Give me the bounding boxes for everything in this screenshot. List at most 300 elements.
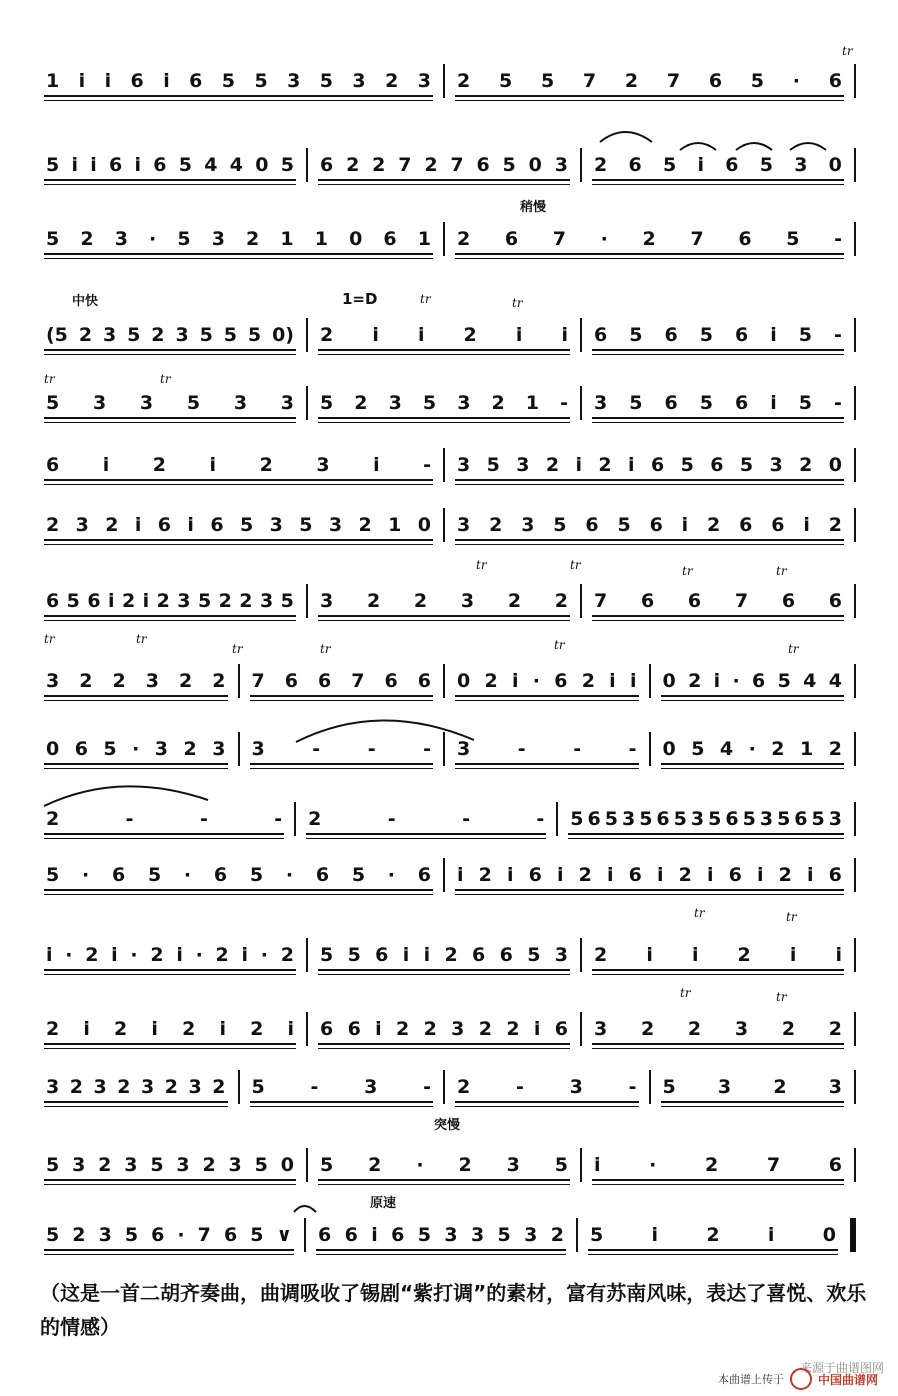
note: 2: [507, 590, 522, 612]
note: 2: [458, 1154, 472, 1176]
bar-line: [649, 1070, 651, 1104]
note: i: [108, 590, 115, 612]
note: 6: [781, 590, 796, 612]
note: i: [594, 1154, 601, 1176]
score-line: [40, 1012, 862, 1046]
note: 5: [351, 864, 366, 886]
score-line: [40, 222, 862, 256]
note: 5: [254, 70, 268, 92]
note: 1: [525, 392, 540, 414]
note: -: [199, 808, 208, 830]
note: i: [681, 514, 689, 536]
measure: [40, 664, 232, 698]
note: 2: [308, 808, 322, 830]
note: 3: [102, 324, 117, 346]
note: i: [803, 514, 810, 536]
bar-line: [649, 732, 651, 766]
note: 2: [366, 590, 381, 612]
note: -: [462, 808, 470, 830]
measure: [40, 386, 300, 420]
bar-line: [238, 732, 240, 766]
note: ·: [732, 670, 740, 692]
note: -: [834, 392, 842, 414]
note: 2: [489, 514, 503, 536]
note: i: [102, 454, 110, 476]
note: -: [125, 808, 134, 830]
note: 0: [662, 738, 676, 760]
measure: [40, 938, 300, 972]
note: -: [536, 808, 545, 830]
measure: [588, 386, 848, 420]
note: 2: [105, 514, 119, 536]
trill-mark: tr: [776, 990, 787, 1004]
measure: [40, 1148, 300, 1182]
note: i: [90, 154, 97, 176]
note: 6: [725, 154, 739, 176]
note: 5: [239, 514, 254, 536]
note: 7: [552, 228, 567, 250]
score-line: [40, 148, 862, 182]
trill-mark: tr: [786, 910, 797, 924]
note: 5: [554, 1154, 568, 1176]
note: 6: [528, 864, 542, 886]
note: 6: [771, 514, 785, 536]
note: ·: [600, 228, 608, 250]
score-line: [40, 858, 862, 892]
measure: [246, 732, 438, 766]
note: 6: [828, 864, 842, 886]
bar-line: [854, 732, 856, 766]
note: 6: [664, 324, 678, 346]
trill-mark: tr: [570, 558, 581, 572]
score-line: [40, 508, 862, 542]
bar-line: [580, 938, 582, 972]
note: i: [287, 1018, 294, 1040]
note: 2: [624, 70, 639, 92]
note: 2: [69, 1076, 83, 1098]
note: 3: [451, 1018, 465, 1040]
note: 5: [570, 808, 584, 830]
note: i: [142, 590, 150, 612]
note: 5: [177, 228, 191, 250]
note: 6: [828, 70, 842, 92]
note: 5: [502, 154, 516, 176]
bar-line: [854, 222, 856, 256]
note: 3: [145, 670, 159, 692]
note: 2: [598, 454, 612, 476]
note: 6: [504, 228, 519, 250]
note: 6: [74, 738, 88, 760]
note: 6: [320, 1018, 334, 1040]
note: 5: [221, 70, 236, 92]
note: 3: [114, 228, 128, 250]
bar-line: [854, 508, 856, 542]
note: 5: [46, 1224, 60, 1246]
note: i: [691, 944, 699, 966]
note: 2: [164, 1076, 178, 1098]
measure: [246, 664, 438, 698]
note: 6: [735, 324, 749, 346]
note: 1: [800, 738, 814, 760]
note: i: [134, 154, 142, 176]
note: 7: [398, 154, 412, 176]
note: 2: [771, 738, 785, 760]
bar-line: [304, 1218, 306, 1252]
trill-mark: tr: [776, 564, 787, 578]
note: 2: [368, 1154, 382, 1176]
note: 2: [581, 670, 595, 692]
note: 3: [794, 154, 808, 176]
note: 6: [794, 808, 808, 830]
note: 2: [799, 454, 813, 476]
score-line: [40, 802, 862, 836]
note: 2: [358, 514, 372, 536]
note: ·: [260, 944, 268, 966]
note: i: [71, 154, 78, 176]
measure: [40, 732, 232, 766]
note: 5: [254, 1154, 268, 1176]
note: 2: [117, 1076, 131, 1098]
note: 3: [388, 392, 402, 414]
note: 6: [189, 70, 203, 92]
measure: [40, 222, 437, 256]
note: 5: [417, 1224, 431, 1246]
note: i: [46, 944, 53, 966]
note: 1: [280, 228, 294, 250]
bar-line: [854, 664, 856, 698]
note: 5: [299, 514, 313, 536]
measure: [314, 148, 574, 182]
note: 3: [759, 808, 774, 830]
measure: [657, 732, 849, 766]
note: 5: [629, 392, 643, 414]
bar-line: [443, 64, 445, 98]
note: 6: [153, 154, 167, 176]
note: 2: [688, 670, 702, 692]
note: 6: [320, 154, 334, 176]
note: 6: [585, 514, 599, 536]
measure: [40, 858, 437, 892]
note: 5: [708, 808, 722, 830]
note: 2: [828, 514, 842, 536]
note: 3: [228, 1154, 242, 1176]
note: 5: [662, 1076, 676, 1098]
bar-line: [306, 148, 308, 182]
note: 5: [46, 1154, 60, 1176]
note: 3: [690, 808, 705, 830]
measure: [657, 1070, 849, 1104]
note: 0: [255, 154, 269, 176]
note: 5: [186, 392, 201, 414]
measure: [40, 802, 288, 836]
note: 6: [752, 670, 766, 692]
note: 2: [778, 864, 792, 886]
measure: [314, 584, 574, 618]
tempo-marking-zhongkuai: 中快: [72, 294, 99, 309]
note: 7: [666, 70, 681, 92]
note: 6: [708, 70, 723, 92]
bar-line: [306, 386, 308, 420]
note: 5: [691, 738, 705, 760]
measure: [588, 584, 848, 618]
note: 2: [202, 1154, 216, 1176]
note: 2: [152, 454, 167, 476]
note: 5: [250, 1224, 264, 1246]
note: 5: [798, 392, 813, 414]
measure: [302, 802, 550, 836]
measure: [314, 1148, 574, 1182]
trill-mark: tr: [788, 642, 799, 656]
note: 2: [150, 944, 164, 966]
note: ·: [132, 738, 140, 760]
bar-line: [238, 664, 240, 698]
note: 5: [540, 70, 555, 92]
note: 6: [46, 454, 60, 476]
note: 3: [92, 392, 107, 414]
note: 6: [210, 514, 224, 536]
measure: [40, 64, 437, 98]
note: 2: [79, 670, 93, 692]
note: 2: [457, 1076, 471, 1098]
note: -: [310, 1076, 319, 1098]
note: 2: [642, 228, 656, 250]
bar-line: [854, 584, 856, 618]
note: 2: [212, 670, 226, 692]
slur-arc: [600, 132, 652, 142]
trill-mark: tr: [842, 44, 853, 58]
bar-line: [580, 1148, 582, 1182]
note: 7: [351, 670, 365, 692]
note: 2: [385, 70, 399, 92]
note: i: [697, 154, 704, 176]
note: 2: [280, 944, 294, 966]
note: 6: [347, 1018, 361, 1040]
note: 3: [769, 454, 783, 476]
bar-line: [576, 1218, 578, 1252]
note: 2: [46, 808, 60, 830]
note: 2: [550, 1224, 564, 1246]
note: 2: [491, 392, 505, 414]
footer: [718, 1368, 878, 1390]
note: 0: [662, 670, 676, 692]
trill-mark: tr: [44, 632, 55, 646]
bar-line: [238, 1070, 240, 1104]
note: 3: [506, 1154, 520, 1176]
note: 4: [719, 738, 734, 760]
note: 3: [521, 514, 535, 536]
note: 2: [46, 514, 60, 536]
note: 2: [218, 590, 232, 612]
note: 3: [176, 1154, 190, 1176]
bar-line: [443, 1070, 445, 1104]
note: 5: [320, 392, 334, 414]
note: 2: [182, 1018, 196, 1040]
note: 2: [506, 1018, 520, 1040]
note: 5: [249, 864, 264, 886]
trill-mark: tr: [512, 296, 523, 310]
note: 6: [739, 514, 753, 536]
note: 7: [197, 1224, 211, 1246]
note: 6: [594, 324, 608, 346]
measure: [40, 448, 437, 482]
note: 3: [93, 1076, 107, 1098]
note: 2: [594, 944, 608, 966]
note: 5: [178, 154, 192, 176]
note: 0: [349, 228, 363, 250]
note: 5: [639, 808, 653, 830]
note: 2: [457, 228, 471, 250]
note: 2: [707, 514, 721, 536]
note: i: [609, 670, 616, 692]
bar-line: [580, 148, 582, 182]
note: i: [629, 670, 637, 692]
note: 4: [229, 154, 243, 176]
note: 1: [314, 228, 328, 250]
note: 0: [828, 154, 842, 176]
note: 0: [46, 738, 60, 760]
note: ·: [149, 228, 157, 250]
trill-mark: tr: [476, 558, 487, 572]
note: ·: [65, 944, 73, 966]
note: 2: [112, 670, 126, 692]
note: 3: [124, 1154, 138, 1176]
note: 5: [673, 808, 687, 830]
note: 2: [72, 1224, 86, 1246]
bar-line: [854, 1012, 856, 1046]
tempo-marking-tuman: 突慢: [434, 1118, 461, 1133]
note: 3: [98, 1224, 112, 1246]
trill-mark: tr: [682, 564, 693, 578]
score-line: [40, 448, 862, 482]
note: 6: [649, 514, 663, 536]
note: 5: [280, 590, 294, 612]
note: 6: [46, 590, 60, 612]
note: 3: [524, 1224, 538, 1246]
note: i: [657, 864, 664, 886]
note: i: [219, 1018, 226, 1040]
bar-line: [306, 584, 308, 618]
measure: [246, 1070, 438, 1104]
note: 2: [705, 1154, 719, 1176]
note: i: [533, 1018, 541, 1040]
note: 5: [280, 154, 294, 176]
note: 6: [111, 864, 126, 886]
note: 2: [346, 154, 360, 176]
note: i: [515, 324, 523, 346]
note: 1: [388, 514, 402, 536]
bar-line: [854, 858, 856, 892]
measure: [451, 664, 643, 698]
note: 3: [444, 1224, 458, 1246]
note: 3: [211, 228, 225, 250]
note: 2: [215, 944, 229, 966]
note: i: [163, 70, 170, 92]
note: i: [561, 324, 568, 346]
note: 5: [223, 324, 237, 346]
note: 5: [742, 808, 756, 830]
note: 2: [372, 154, 386, 176]
note: ·: [649, 1154, 657, 1176]
note: 5: [498, 70, 513, 92]
note: -: [387, 808, 396, 830]
note: 2: [828, 1018, 842, 1040]
note: 3: [828, 1076, 842, 1098]
note: 2: [114, 1018, 128, 1040]
note: 7: [766, 1154, 781, 1176]
note: i: [511, 670, 519, 692]
note: 2: [413, 590, 428, 612]
measure: [314, 1012, 574, 1046]
trill-mark: tr: [232, 642, 243, 656]
note: 6: [472, 944, 486, 966]
note: 2: [423, 1018, 437, 1040]
note: 6: [735, 392, 749, 414]
note: 3: [177, 590, 191, 612]
note: 2: [554, 590, 568, 612]
measure: [451, 732, 643, 766]
note: 3: [457, 454, 471, 476]
note: 2: [773, 1076, 787, 1098]
note: 3: [554, 154, 568, 176]
note: -: [560, 392, 568, 414]
note: 3: [569, 1076, 583, 1098]
note: i: [607, 864, 614, 886]
measure: [451, 508, 848, 542]
note: i: [770, 324, 777, 346]
note: 6: [318, 1224, 332, 1246]
note: 2: [478, 864, 492, 886]
note: i: [646, 944, 653, 966]
note: i: [375, 1018, 382, 1040]
note: 6: [628, 864, 642, 886]
note: -: [274, 808, 283, 830]
note: 2: [320, 324, 334, 346]
note: 5: [46, 154, 60, 176]
note: 3: [734, 1018, 749, 1040]
note: -: [312, 738, 321, 760]
bar-line: [854, 64, 856, 98]
note: 3: [154, 738, 169, 760]
note: 3: [457, 514, 471, 536]
note: 6: [828, 590, 842, 612]
note: 3: [141, 1076, 155, 1098]
note: 6: [383, 228, 397, 250]
note: 3: [280, 392, 294, 414]
note: ·: [183, 864, 192, 886]
note: 6: [499, 944, 513, 966]
note: ·: [285, 864, 294, 886]
measure: [40, 1070, 232, 1104]
note: (5: [46, 324, 68, 346]
note: 5: [197, 590, 212, 612]
note: 6: [554, 670, 568, 692]
note: 5: [617, 514, 631, 536]
note: 2: [80, 228, 94, 250]
bar-line: [443, 508, 445, 542]
bar-line: [854, 318, 856, 352]
note: 0: [280, 1154, 294, 1176]
note: 7: [734, 590, 749, 612]
note: 2: [98, 1154, 112, 1176]
trill-mark: tr: [680, 986, 691, 1000]
measure: [40, 508, 437, 542]
note: 3: [175, 324, 189, 346]
note: 5: [46, 864, 60, 886]
measure: [451, 64, 848, 98]
measure: [588, 938, 848, 972]
trill-mark: tr: [320, 642, 331, 656]
note: 6: [391, 1224, 405, 1246]
